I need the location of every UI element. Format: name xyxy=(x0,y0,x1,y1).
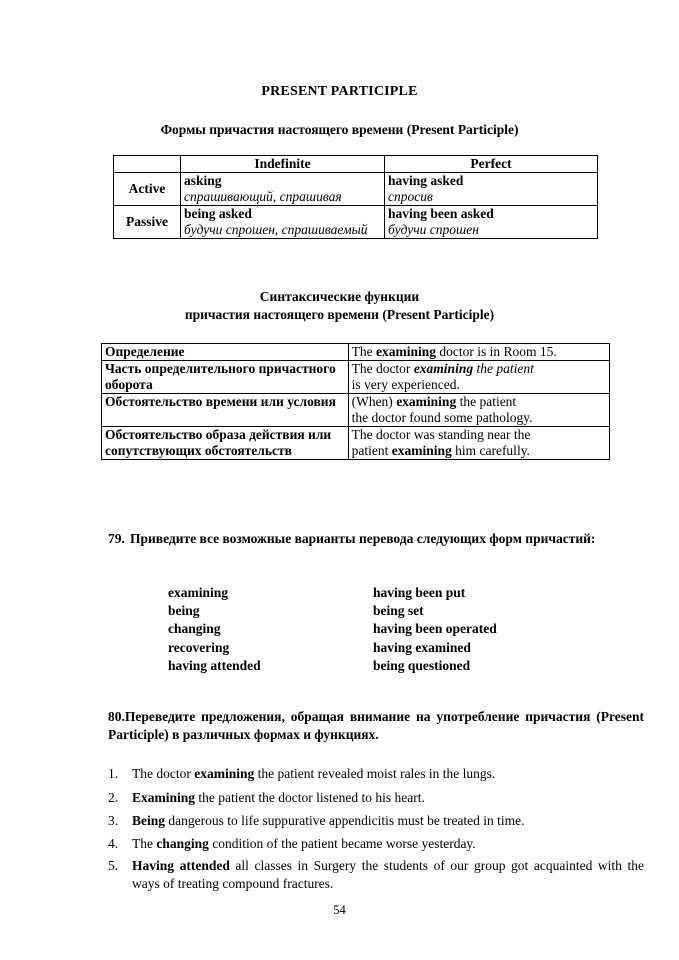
list-item xyxy=(108,812,644,830)
function-cell: Обстоятельство образа действия или сопутствующих обстоятельств xyxy=(102,427,349,460)
example-text: him carefully. xyxy=(451,443,530,458)
sentence-participle: changing xyxy=(156,836,209,851)
header-perfect: Perfect xyxy=(385,156,598,173)
header-empty-cell xyxy=(114,156,181,173)
example-text: doctor is in Room 15. xyxy=(435,344,557,359)
header-indefinite: Indefinite xyxy=(181,156,385,173)
example-text: the doctor found some pathology. xyxy=(351,410,533,425)
sentence-part: dangerous to life suppurative appendicitis must be treated in time. xyxy=(165,813,525,828)
example-participle: examining xyxy=(391,443,452,458)
example-cell xyxy=(348,394,609,427)
passive-indefinite-cell xyxy=(181,206,385,239)
sentence-text xyxy=(132,857,644,893)
row-label-passive: Passive xyxy=(114,206,181,239)
passive-perfect-cell xyxy=(385,206,598,239)
form-russian: будучи спрошен, спрашиваемый xyxy=(184,222,368,237)
sentence-participle: Examining xyxy=(132,790,196,805)
form-russian: спросив xyxy=(388,189,433,204)
sentence-participle: Having attended xyxy=(132,858,230,873)
list-item: being xyxy=(168,603,200,619)
sentence-part: the patient the doctor listened to his heart. xyxy=(195,790,425,805)
sentence-number: 5. xyxy=(108,858,119,873)
forms-title: Формы причастия настоящего времени (Present Participle) xyxy=(160,122,519,137)
example-participle: examining xyxy=(396,394,457,409)
list-item: recovering xyxy=(168,639,230,655)
syntax-title-line-1: Синтаксические функции xyxy=(259,289,420,304)
page-number: 54 xyxy=(333,903,346,917)
list-item: examining xyxy=(168,585,229,600)
active-perfect-cell xyxy=(385,173,598,206)
example-text: is very experienced. xyxy=(351,377,460,392)
sentence-text xyxy=(132,835,644,853)
sentence-part: all classes in Surgery the students of our group got acquainted with the ways of treating compound fractures. xyxy=(132,858,644,891)
exercise-number: 79. xyxy=(108,531,125,546)
list-item xyxy=(108,835,644,853)
function-cell: Определение xyxy=(102,344,349,361)
sentence-number: 3. xyxy=(108,813,119,828)
table-row xyxy=(102,344,610,361)
example-text: The xyxy=(351,344,376,359)
function-cell: Обстоятельство времени или условия xyxy=(102,394,349,427)
form-english: having asked xyxy=(388,173,464,188)
syntax-title-line-2: причастия настоящего времени (Present Participle) xyxy=(184,307,495,322)
form-russian: спрашивающий, спрашивая xyxy=(184,189,342,204)
sentence-part: The xyxy=(132,836,157,851)
form-english: having been asked xyxy=(388,206,494,221)
active-indefinite-cell xyxy=(181,173,385,206)
example-text: (When) xyxy=(351,394,397,409)
sentence-text xyxy=(132,765,644,783)
exercise-80-heading xyxy=(108,708,644,744)
table-row xyxy=(114,206,598,239)
sentence-text xyxy=(132,789,644,807)
list-item: being set xyxy=(373,603,424,619)
example-cell xyxy=(348,427,609,460)
list-item: having examined xyxy=(373,639,471,655)
example-cell xyxy=(348,361,609,394)
example-cell xyxy=(348,344,609,361)
page-title: PRESENT PARTICIPLE xyxy=(261,84,418,99)
function-cell: Часть определительного причастного оборота xyxy=(102,361,349,394)
list-item: having been put xyxy=(373,585,466,600)
form-english: asking xyxy=(184,173,222,188)
sentence-participle: examining xyxy=(194,766,255,781)
list-item: changing xyxy=(168,621,221,637)
list-item xyxy=(108,765,644,783)
sentence-number: 1. xyxy=(108,766,119,781)
example-text: The doctor was standing near the xyxy=(351,427,531,442)
table-row xyxy=(114,173,598,206)
sentence-part: condition of the patient became worse yesterday. xyxy=(208,836,476,851)
sentence-part: The doctor xyxy=(132,766,195,781)
syntax-title xyxy=(0,288,679,324)
list-item xyxy=(108,857,644,893)
example-participle: examining xyxy=(413,361,474,376)
exercise-instruction: Приведите все возможные варианты перевода следующих форм причастий: xyxy=(130,531,596,546)
sentence-participle: Being xyxy=(132,813,166,828)
table-row xyxy=(102,394,610,427)
sentence-part: the patient revealed moist rales in the lungs. xyxy=(254,766,496,781)
example-text: patient xyxy=(351,443,392,458)
word-list-right xyxy=(373,584,497,675)
sentence-number: 2. xyxy=(108,790,119,805)
list-item: having attended xyxy=(168,657,261,673)
example-text: The doctor xyxy=(351,361,414,376)
word-list-left xyxy=(168,584,261,675)
exercise-instruction: Переведите предложения, обращая внимание на употребление причастия (Present Participle) в различных формах и функциях. xyxy=(108,709,644,742)
table-row xyxy=(102,361,610,394)
exercise-79-heading xyxy=(108,530,644,548)
row-label-active: Active xyxy=(114,173,181,206)
sentence-number: 4. xyxy=(108,836,119,851)
form-russian: будучи спрошен xyxy=(388,222,479,237)
syntax-table xyxy=(101,343,610,460)
form-english: being asked xyxy=(184,206,252,221)
example-participle: examining xyxy=(375,344,436,359)
example-text: the patient xyxy=(456,394,517,409)
list-item: having been operated xyxy=(373,621,497,637)
forms-table xyxy=(113,155,598,239)
sentence-text xyxy=(132,812,644,830)
example-text: the patient xyxy=(473,361,534,376)
table-row xyxy=(102,427,610,460)
list-item xyxy=(108,789,644,807)
forms-table-header xyxy=(114,156,598,173)
list-item: being questioned xyxy=(373,657,471,673)
exercise-number: 80. xyxy=(108,709,125,724)
